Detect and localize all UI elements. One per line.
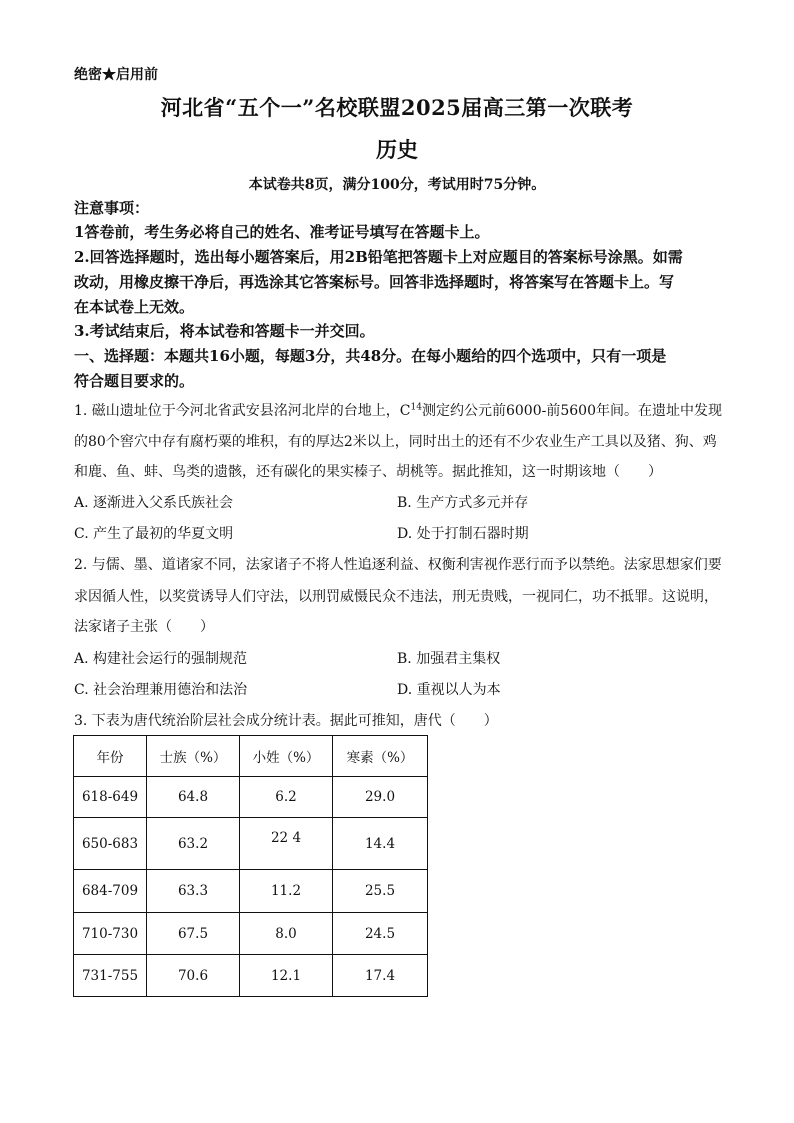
q1-superscript: 14: [410, 402, 422, 413]
notice-item-2-line-2: 改动，用橡皮擦干净后，再选涂其它答案标号。回答非选择题时，将答案写在答题卡上。写: [74, 273, 675, 291]
table-cell: 8.0: [240, 913, 333, 955]
q1-option-d[interactable]: D. 处于打制石器时期: [397, 526, 529, 542]
table-cell: 24.5: [333, 913, 428, 955]
table-row: [74, 818, 428, 870]
q1-line-3: 和鹿、鱼、蚌、鸟类的遗骸，还有碳化的果实榛子、胡桃等。据此推知，这一时期该地（ ）: [74, 464, 662, 480]
table-cell: 650-683: [74, 818, 147, 870]
section-heading-line-1: 一、选择题：本题共16小题，每题3分，共48分。在每小题给的四个选项中，只有一项是: [74, 347, 667, 365]
table-cell: 70.6: [147, 955, 240, 997]
q1-option-a[interactable]: A. 逐渐进入父系氏族社会: [74, 495, 234, 511]
table-cell: 710-730: [74, 913, 147, 955]
q2-line-1: 2. 与儒、墨、道诸家不同，法家诸子不将人性追逐利益、权衡利害视作恶行而予以禁绝。法家思想家们要: [74, 557, 722, 573]
statistics-table: [73, 735, 428, 997]
table-header-cell: 年份: [74, 736, 147, 777]
confidential-label: 绝密★启用前: [74, 67, 158, 83]
subject-title: 历史: [376, 137, 418, 162]
table-row: [74, 777, 428, 818]
table-cell: 6.2: [240, 777, 333, 818]
table-header-cell: 士族（%）: [147, 736, 240, 777]
q1-line-1-text-b: 测定约公元前6000-前5600年间。在遗址中发现: [421, 403, 722, 419]
q1-line-1-text-a: 1. 磁山遗址位于今河北省武安县洺河北岸的台地上，C: [74, 403, 411, 419]
table-cell: 12.1: [240, 955, 333, 997]
table-cell: 29.0: [333, 777, 428, 818]
q1-line-1: [74, 400, 722, 420]
table-cell: 618-649: [74, 777, 147, 818]
notice-heading: 注意事项：: [74, 199, 150, 217]
section-heading-line-2: 符合题目要求的。: [74, 372, 195, 390]
table-row: [74, 955, 428, 997]
q2-option-b[interactable]: B. 加强君主集权: [397, 651, 501, 667]
table-cell: 67.5: [147, 913, 240, 955]
table-header-cell: 小姓（%）: [240, 736, 333, 777]
q2-option-d[interactable]: D. 重视以人为本: [397, 682, 501, 698]
table-cell: 731-755: [74, 955, 147, 997]
q1-option-c[interactable]: C. 产生了最初的华夏文明: [74, 526, 234, 542]
q3-stem: 3. 下表为唐代统治阶层社会成分统计表。据此可推知，唐代（ ）: [74, 713, 498, 729]
table-header-cell: 寒素（%）: [333, 736, 428, 777]
notice-item-2-line-3: 在本试卷上无效。: [74, 298, 195, 316]
q1-line-2: 的80个窖穴中存有腐朽粟的堆积，有的厚达2米以上，同时出土的还有不少农业生产工具以及猪、狗、鸡: [74, 434, 717, 450]
q2-option-c[interactable]: C. 社会治理兼用德治和法治: [74, 682, 248, 698]
table-row: [74, 913, 428, 955]
table-cell: 22 4: [240, 818, 333, 870]
table-header-row: [74, 736, 428, 777]
notice-item-3: 3.考试结束后，将本试卷和答题卡一并交回。: [74, 322, 375, 340]
exam-title: 河北省“五个一”名校联盟2025届高三第一次联考: [160, 95, 634, 120]
table-cell: 63.3: [147, 870, 240, 913]
table-cell: 64.8: [147, 777, 240, 818]
table-cell: 17.4: [333, 955, 428, 997]
table-cell: 25.5: [333, 870, 428, 913]
table-cell: 63.2: [147, 818, 240, 870]
table-cell: 684-709: [74, 870, 147, 913]
q1-option-b[interactable]: B. 生产方式多元并存: [397, 495, 529, 511]
q2-option-a[interactable]: A. 构建社会运行的强制规范: [74, 651, 248, 667]
table-cell: 11.2: [240, 870, 333, 913]
q2-line-3: 法家诸子主张（ ）: [74, 619, 214, 635]
exam-info: 本试卷共8页，满分100分，考试用时75分钟。: [248, 177, 546, 193]
notice-item-2-line-1: 2.回答选择题时，选出每小题答案后，用2B铅笔把答题卡上对应题目的答案标号涂黑。如需: [74, 248, 683, 266]
table-row: [74, 870, 428, 913]
notice-item-1: 1答卷前，考生务必将自己的姓名、准考证号填写在答题卡上。: [74, 223, 490, 241]
q2-line-2: 求因循人性，以奖赏诱导人们守法，以刑罚威慑民众不违法，刑无贵贱，一视同仁，功不抵罪。这说明，: [74, 589, 718, 605]
table-cell: 14.4: [333, 818, 428, 870]
